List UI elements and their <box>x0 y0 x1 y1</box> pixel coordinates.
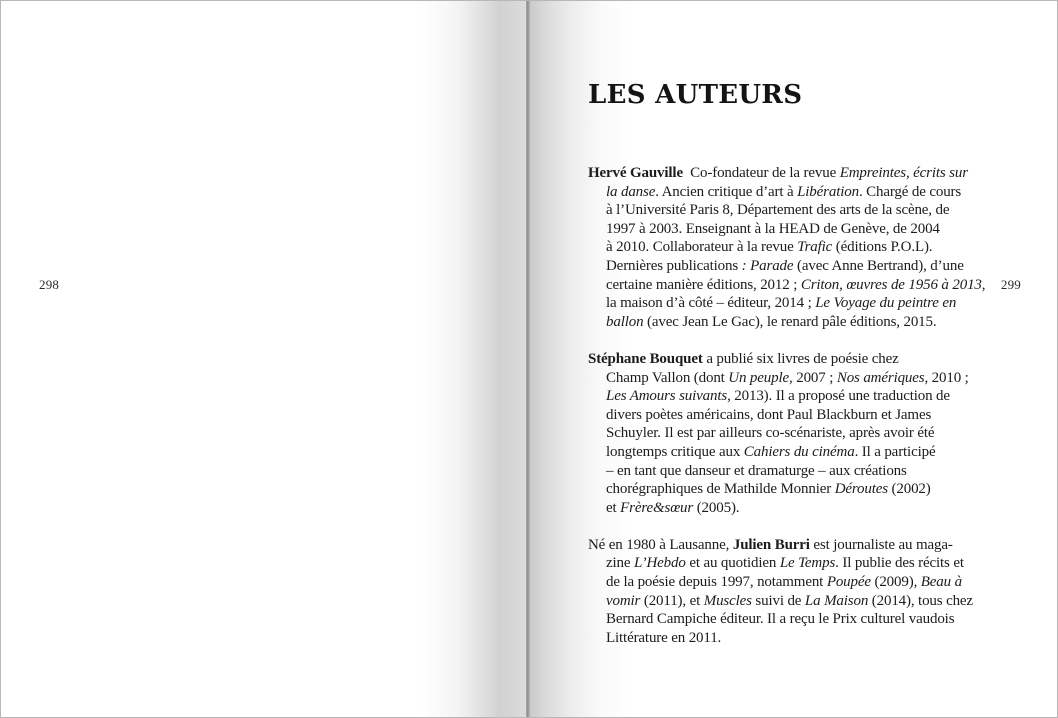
text-line <box>588 276 985 295</box>
text-run: suivi de <box>751 592 805 609</box>
text-run: (avec Jean Le Gac), le renard pâle éditions, 2015. <box>643 313 937 330</box>
text-line <box>588 387 985 406</box>
text-line <box>588 220 985 239</box>
work-title: La Maison <box>804 592 869 609</box>
right-page-number: 299 <box>1000 277 1021 292</box>
page-title: LES AUTEURS <box>588 80 803 110</box>
author-paragraph <box>588 164 985 331</box>
text-run: . Chargé de cours <box>858 183 962 200</box>
text-run: (2011), et <box>640 592 704 609</box>
work-title: Déroutes <box>834 481 888 498</box>
text-line <box>588 350 985 369</box>
text-run: , 2010 ; <box>924 369 969 386</box>
work-title: Beau à <box>920 574 962 591</box>
text-run: longtemps critique aux <box>606 443 744 460</box>
text-line <box>588 238 985 257</box>
work-title: Un peuple <box>728 369 790 386</box>
author-paragraph <box>588 536 985 648</box>
text-line <box>588 313 985 332</box>
text-run: à l’Université Paris 8, Département des arts de la scène, de <box>606 202 950 219</box>
text-run: . Ancien critique d’art à <box>655 183 798 200</box>
text-line <box>588 554 985 573</box>
work-title: la danse <box>606 183 656 200</box>
text-run: divers poètes américains, dont Paul Blackburn et James <box>606 406 932 423</box>
work-title: Poupée <box>826 574 871 591</box>
text-run: . Il publie des récits et <box>835 555 964 572</box>
text-line <box>588 406 985 425</box>
text-run: chorégraphiques de Mathilde Monnier <box>606 481 835 498</box>
work-title: Criton, œuvres de 1956 à 2013 <box>800 276 982 293</box>
text-line <box>588 573 985 592</box>
work-title: vomir <box>606 592 641 609</box>
text-line <box>588 480 985 499</box>
text-line <box>588 164 985 183</box>
text-run: certaine manière éditions, 2012 ; <box>606 276 801 293</box>
work-title: Les Amours suivants <box>606 388 728 405</box>
text-run: (2009), <box>870 574 921 591</box>
text-line <box>588 462 985 481</box>
text-line <box>588 499 985 518</box>
work-title: L’Hebdo <box>633 555 686 572</box>
work-title: Le Temps <box>779 555 836 572</box>
text-run: , 2013). Il a proposé une traduction de <box>727 388 950 405</box>
author-name: Stéphane Bouquet <box>588 350 703 367</box>
text-run: et <box>606 499 621 516</box>
text-run: (avec Anne Bertrand), d’une <box>793 257 964 274</box>
author-paragraph <box>588 350 985 517</box>
author-paragraphs <box>588 164 985 647</box>
work-title: : <box>738 257 747 274</box>
work-title: ballon <box>606 313 644 330</box>
author-name: Hervé Gauville <box>588 165 683 181</box>
text-run: Schuyler. Il est par ailleurs co-scénariste, après avoir été <box>606 425 935 442</box>
text-run: de la poésie depuis 1997, notamment <box>606 574 827 591</box>
work-title: Parade <box>750 257 794 274</box>
text-run: (2005). <box>693 499 740 516</box>
text-line <box>588 369 985 388</box>
work-title: Le Voyage du peintre en <box>815 295 957 312</box>
text-line <box>588 424 985 443</box>
text-line <box>588 592 985 611</box>
text-run: 1997 à 2003. Enseignant à la HEAD de Genève, de 2004 <box>606 220 940 237</box>
text-line <box>588 443 985 462</box>
text-run: . Il a participé <box>854 443 936 460</box>
text-run: Champ Vallon (dont <box>606 369 729 386</box>
text-run: a publié six livres de poésie chez <box>702 350 899 367</box>
text-run: zine <box>606 555 634 572</box>
work-title: Empreintes, écrits sur <box>839 165 968 181</box>
text-run: (2002) <box>887 481 931 498</box>
text-run: à 2010. Collaborateur à la revue <box>606 239 798 256</box>
work-title: Nos amériques <box>836 369 925 386</box>
text-line <box>588 183 985 202</box>
text-run: et au quotidien <box>685 555 780 572</box>
text-run: – en tant que danseur et dramaturge – aux créations <box>606 462 907 479</box>
text-line <box>588 201 985 220</box>
work-title: Cahiers du cinéma <box>743 443 855 460</box>
text-line <box>588 629 985 648</box>
work-title: Libération <box>797 183 859 200</box>
work-title: Muscles <box>703 592 752 609</box>
text-run: (2014), tous chez <box>868 592 973 609</box>
right-page <box>530 1 1057 717</box>
text-line <box>588 294 985 313</box>
text-line <box>588 536 985 555</box>
text-run: est journaliste au maga- <box>809 536 953 553</box>
text-run: , <box>981 276 986 293</box>
text-line <box>588 610 985 629</box>
text-run: Co-fondateur de la revue <box>682 165 840 181</box>
text-line <box>588 257 985 276</box>
text-run: Né en 1980 à Lausanne, <box>588 536 733 553</box>
text-run: Bernard Campiche éditeur. Il a reçu le Prix culturel vaudois <box>606 611 955 628</box>
text-run: la maison d’à côté – éditeur, 2014 ; <box>606 295 816 312</box>
left-page-number: 298 <box>39 277 60 292</box>
text-run: Dernières publications <box>606 257 739 274</box>
text-run: Littérature en 2011. <box>606 629 722 646</box>
work-title: Frère&sœur <box>620 499 694 516</box>
text-run: , 2007 ; <box>789 369 837 386</box>
work-title: Trafic <box>797 239 833 256</box>
left-page <box>1 1 526 717</box>
text-run: (éditions P.O.L). <box>832 239 933 256</box>
author-name: Julien Burri <box>732 536 810 553</box>
